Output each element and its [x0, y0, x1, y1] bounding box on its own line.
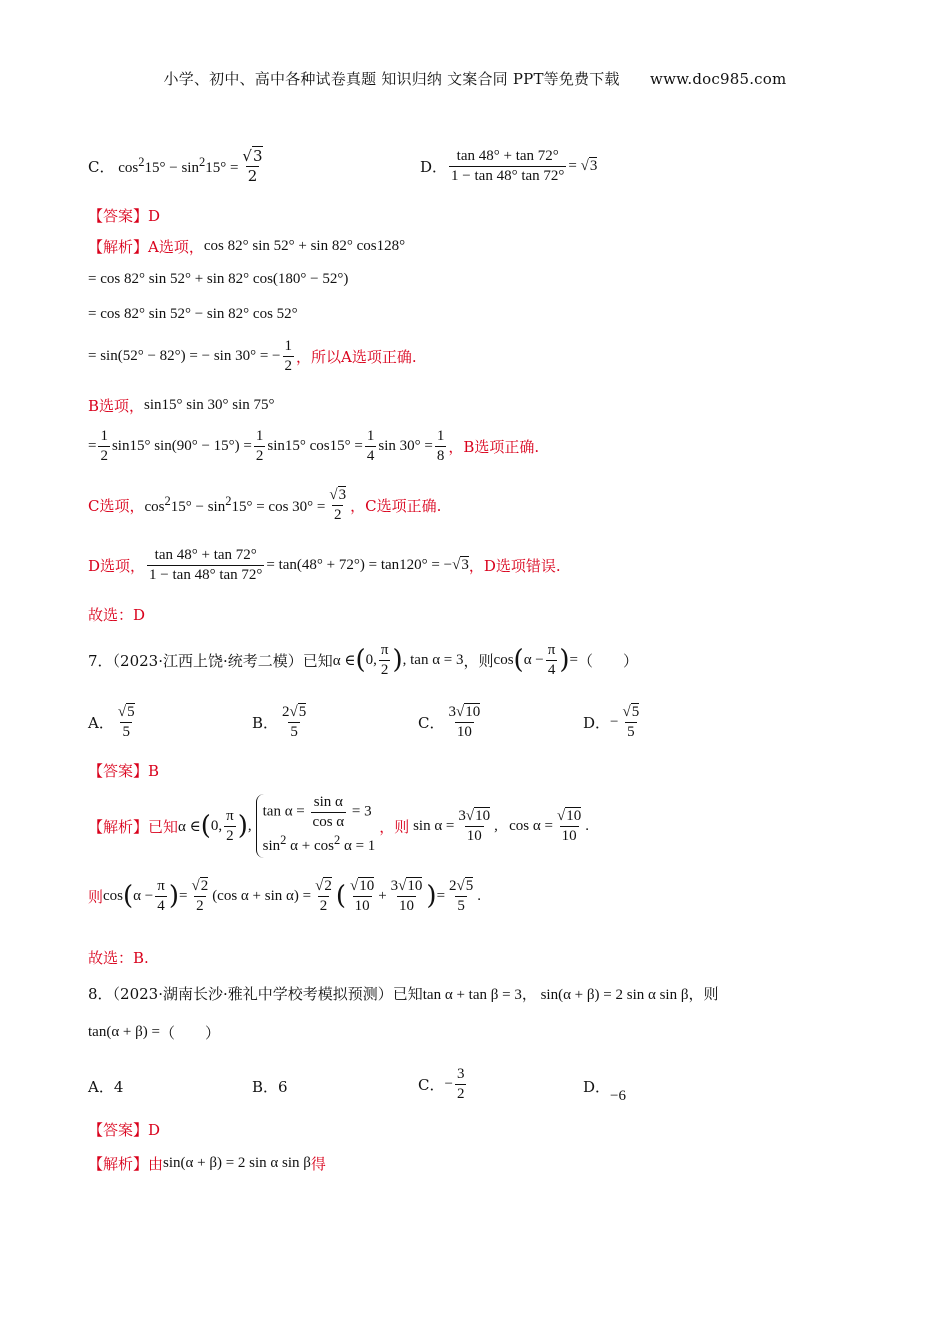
q6-option-d: D． $\frac{\tan 48^\circ + \tan 72^\circ}{1 - \tan 48^\circ \tan 72^\circ}$ = √3 — [420, 148, 598, 184]
q8-analysis: 【解析】由 sin(α + β) = 2 sin α sin β 得 — [88, 1155, 326, 1173]
q8-stem: 8．（2023·湖南长沙·雅礼中学校考模拟预测）已知 tan α + tan β = 3， sin(α + β) = 2 sin α sin β ，则 — [88, 985, 719, 1003]
q6-analysis-c: C选项， $\cos^215^\circ - \sin^215^\circ = \cos 30^\circ$ = $\frac{√3}{2}$ ，C选项正确. — [88, 487, 442, 523]
q8-option-a: A．4 — [88, 1078, 124, 1096]
q6-analysis-a: 【解析】 A选项， cos 82° sin 52° + sin 82° cos128° — [88, 238, 406, 256]
q7-step: 则 cos ( α − $\frac{\pi}{4}$ ) = $\frac{√2}{2}$ (cos α + sin α) = $\frac{√2}{2}$ ( $\frac{√10}{10}$ + $\frac{3√10}{10}$ ) = $\frac{2√5}{5}$ . — [88, 878, 482, 914]
q7-conclusion: 故选：B. — [88, 949, 149, 967]
q6-analysis-b: B选项， sin15° sin 30° sin 75° — [88, 397, 275, 415]
q7-option-a: A． $\frac{√5}{5}$ — [88, 704, 135, 740]
q7-analysis: 【解析】已知 α ∈ ( 0, $\frac{\pi}{2}$ ) , tan α = $\frac{\text{sin α}}{\text{cos α}}$ = 3 $\sin^2 \alpha + \cos^2 \alpha = 1$ ，则 sin α = $\frac{3√10}{10}$ , cos α = $\frac{√10}{10}$ . — [88, 794, 589, 858]
q8-stem-cont: tan(α + β) = （ ） — [88, 1024, 220, 1042]
q7-option-d: D． − $\frac{√5}{5}$ — [583, 704, 640, 740]
q6-answer: 【答案】D — [88, 207, 161, 225]
q6-analysis-d: D选项， $\frac{\tan 48^\circ + \tan 72^\circ}{1 - \tan 48^\circ \tan 72^\circ}$ = tan(48° + 72°) = tan120° = −√3 ，D选项错误. — [88, 547, 561, 583]
q6-conclusion: 故选：D — [88, 606, 146, 624]
q7-stem: 7．（2023·江西上饶·统考二模）已知 α ∈ ( 0, $\frac{\pi}{2}$ ) , tan α = 3 ，则 cos ( α − $\frac{\pi}{4}$ ) = （ ） — [88, 642, 638, 678]
q6-step-3: = sin(52° − 82°) = − sin 30° = − $\frac{1}{2}$ ，所以A选项正确. — [88, 338, 417, 374]
q7-answer: 【答案】B — [88, 762, 160, 780]
q8-option-c: C． − $\frac{3}{2}$ — [418, 1066, 465, 1102]
q8-answer: 【答案】D — [88, 1121, 161, 1139]
q7-option-b: B． $\frac{2√5}{5}$ — [252, 704, 307, 740]
q6-step-1: = cos 82° sin 52° + sin 82° cos(180° − 52°) — [88, 271, 349, 287]
q8-option-b: B．6 — [252, 1078, 288, 1096]
q6-step-b: = $\frac{1}{2}$ sin15° sin(90° − 15°) = $\frac{1}{2}$ sin15° cos15° = $\frac{1}{4}$ sin 30° = $\frac{1}{8}$ ，B选项正确. — [88, 428, 540, 464]
page-header: 小学、初中、高中各种试卷真题 知识归纳 文案合同 PPT等免费下载 www.doc985.com — [163, 70, 787, 88]
q6-step-2: = cos 82° sin 52° − sin 82° cos 52° — [88, 306, 298, 322]
q6-option-c: C． $\cos^215^\circ - \sin^215^\circ$ = $\frac{√3}{2}$ — [88, 147, 263, 185]
q8-option-d: D． −6 — [583, 1078, 626, 1104]
q7-option-c: C． $\frac{3√10}{10}$ — [418, 704, 481, 740]
